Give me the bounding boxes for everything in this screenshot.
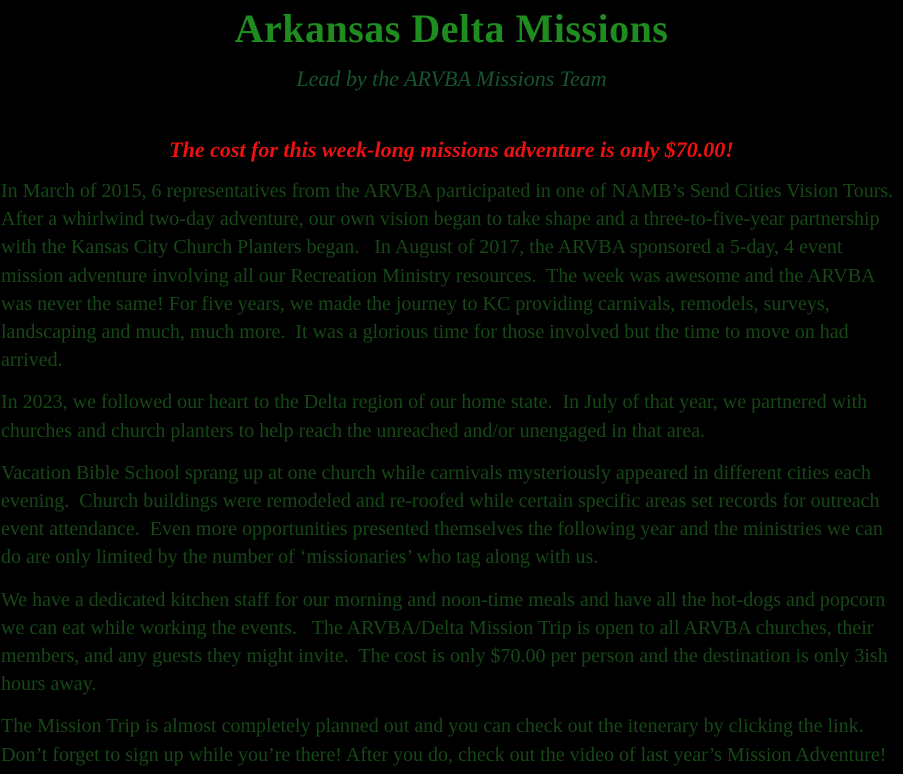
missions-article (0, 6, 903, 774)
page-subtitle: Lead by the ARVBA Missions Team (296, 66, 607, 91)
paragraph-ministries: Vacation Bible School sprang up at one church while carnivals mysteriously appeared in different cities each evening. Church buildings were remodeled and re-roofed while certain specific areas set records for outreach event attendance. Even more opportunities presented themselves the following year and the ministries we can do are only limited by the number of ‘missionaries’ who tag along with us. (1, 461, 888, 569)
paragraph-itinerary-callout: The Mission Trip is almost completely planned out and you can check out the itenerary by clicking the link. Don’t forget to sign up while you’re there! After you do, check out the video of last year’s Mission Adventure! (1, 715, 887, 766)
paragraph-trip-details: We have a dedicated kitchen staff for our morning and noon-time meals and have all the hot-dogs and popcorn we can eat while working the events. The ARVBA/Delta Mission Trip is open to all ARVBA churches, their members, and any guests they might invite. The cost is only $70.00 per person and the destination is only 3ish hours away. (1, 588, 893, 696)
paragraph-delta-2023: In 2023, we followed our heart to the Delta region of our home state. In July of that year, we partnered with churches and church planters to help reach the unreached and/or unengaged in that area. (1, 391, 873, 442)
page (0, 6, 903, 774)
paragraph-kc-history: In March of 2015, 6 representatives from the ARVBA participated in one of NAMB’s Send Cities Vision Tours. After a whirlwind two-day adventure, our own vision began to take shape and a three-to-five-year partnership with the Kansas City Church Planters began. In August of 2017, the ARVBA sponsored a 5-day, 4 event mission adventure involving all our Recreation Ministry resources. The week was awesome and the ARVBA was never the same! For five years, we made the journey to KC providing carnivals, remodels, surveys, landscaping and much, much more. It was a glorious time for those involved but the time to move on had arrived. (1, 180, 903, 372)
cost-highlight-line: The cost for this week-long missions adventure is only $70.00! (169, 137, 734, 162)
page-title: Arkansas Delta Missions (234, 6, 669, 51)
